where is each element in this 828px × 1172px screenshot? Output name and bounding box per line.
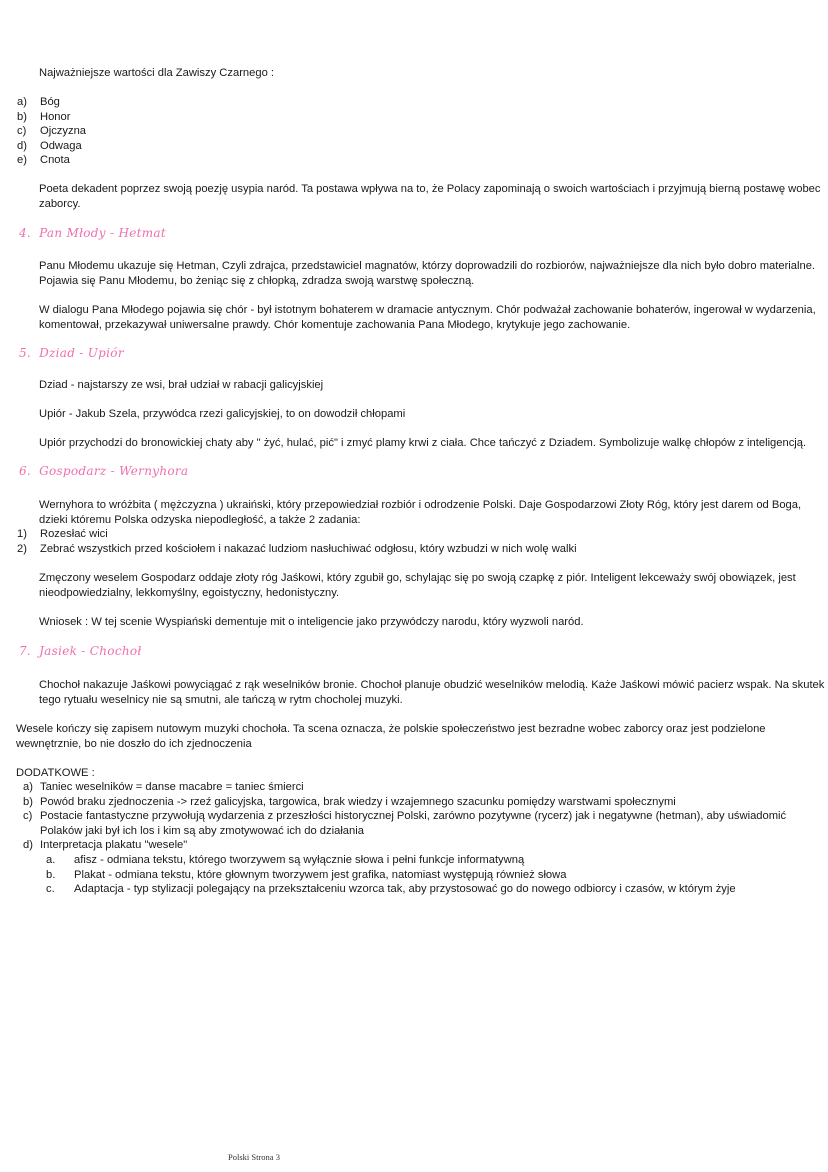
page-footer: Polski Strona 3 — [228, 1152, 280, 1162]
section5-paragraph-1: Dziad - najstarszy ze wsi, brał udział w rabacji galicyjskiej — [39, 379, 324, 391]
section6-paragraph-2: Zmęczony weselem Gospodarz oddaje złoty róg Jaśkowi, który zgubił go, schylając się po swoją czapkę z piór. Inteligent lekceważy swój obowiązek, jest nieodpowiedzialny, lekkomyślny, egoistyczny, hedonistyczny. — [39, 572, 796, 599]
list-item: a) Taniec weselników = danse macabre = taniec śmierci — [23, 781, 304, 793]
list-item: a. afisz - odmiana tekstu, którego tworzywem są wyłącznie słowa i pełni funkcje informatywną — [46, 854, 525, 866]
list-item: e) Cnota — [17, 154, 70, 167]
list-item: d) Odwaga — [17, 139, 82, 152]
section6-paragraph-1: Wernyhora to wróżbita ( mężczyzna ) ukraiński, który przepowiedział rozbiór i odrodzenie Polski. Daje Gospodarzowi Złoty Róg, który jest darem od Boga, dzieki któremu Polska odzyska niepodległość, a także 2 zadania: — [39, 499, 802, 526]
extras-sublist — [46, 853, 816, 897]
list-item: c) Postacie fantastyczne przywołują wydarzenia z przeszłości historycznej Polski, zarówno pozytywne (rycerz) jak i negatywne (hetman), aby uświadomić Polaków jaki był ich los i kim są aby zmotywować ich do działania — [23, 810, 787, 837]
section4-paragraph-1: Panu Młodemu ukazuje się Hetman, Czyli zdrajca, przedstawiciel magnatów, którzy doprowadzili do rozbiorów, najważniejsze dla nich było dobro materialne. Pojawia się Panu Młodemu, bo żeniąc się z chłopką, zdradza swoją warstwę społeczną. — [39, 260, 816, 287]
list-item: a) Bóg — [17, 96, 60, 108]
section7-paragraph-1: Chochoł nakazuje Jaśkowi powyciągać z rąk weselników bronie. Chochoł planuje obudzić weselników melodią. Każe Jaśkowi mówić pacierz wspak. Na skutek tego rytuału weselnicy nie są smutni, ale tańczą w rytm chocholej muzyki. — [39, 679, 825, 706]
section-heading-6: 6. Gospodarz - Wernyhora — [19, 464, 189, 478]
list-item: c. Adaptacja - typ stylizacji polegający na przekształceniu wzorca tak, aby przystosować go do nowego odbiorcy i czasów, w którym żyje — [46, 883, 736, 896]
list-item: d) Interpretacja plakatu "wesele" — [23, 839, 188, 852]
section-heading-7: 7. Jasiek - Chochoł — [19, 644, 142, 658]
list-item: 1) Rozesłać wici — [17, 528, 108, 540]
section4-paragraph-2: W dialogu Pana Młodego pojawia się chór - był istotnym bohaterem w dramacie antycznym. Chór podważał zachowanie bohaterów, ingerował w wydarzenia, komentował, przekazywał uniwersalne prawdy. Chór komentuje zachowania Pana Młodego, krytykuje jego zachowanie. — [39, 304, 816, 331]
list-item: b) Powód braku zjednoczenia -> rzeź galicyjska, targowica, brak wiedzy i wzajemnego szacunku pomiędzy warstwami społecznymi — [23, 795, 676, 808]
list-item: b. Plakat - odmiana tekstu, które głownym tworzywem jest grafika, natomiast występują również słowa — [46, 868, 567, 881]
list-item: b) Honor — [17, 110, 71, 123]
list-item: 2) Zebrać wszystkich przed kościołem i nakazać ludziom nasłuchiwać odgłosu, który wzbudzi w nich wolę walki — [17, 542, 577, 555]
extras-heading: DODATKOWE : — [16, 767, 95, 779]
section-heading-4: 4. Pan Młody - Hetmat — [19, 226, 166, 240]
list-item: c) Ojczyzna — [17, 125, 87, 138]
extras-list — [23, 780, 823, 853]
section5-paragraph-3: Upiór przychodzi do bronowickiej chaty aby " żyć, hulać, pić" i zmyć plamy krwi z ciała. Chce tańczyć z Dziadem. Symbolizuje walkę chłopów z inteligencją. — [39, 437, 807, 449]
section-heading-5: 5. Dziad - Upiór — [19, 346, 124, 360]
tasks-list — [17, 527, 817, 556]
section6-conclusion: Wniosek : W tej scenie Wyspiański dementuje mit o inteligencie jako przywódczy narodu, który wyzwoli naród. — [39, 616, 584, 628]
section5-paragraph-2: Upiór - Jakub Szela, przywódca rzezi galicyjskiej, to on dowodził chłopami — [39, 408, 406, 420]
closing-paragraph: Wesele kończy się zapisem nutowym muzyki chochoła. Ta scena oznacza, że polskie społeczeństwo jest bezradne wobec zaborcy oraz jest podzielone wewnętrznie, bo nie doszło do ich zjednoczenia — [16, 723, 766, 750]
poet-paragraph: Poeta dekadent poprzez swoją poezję usypia naród. Ta postawa wpływa na to, że Polacy zapominają o swoich wartościach i przyjmują bierną postawę wobec zaborcy. — [39, 183, 821, 210]
values-intro: Najważniejsze wartości dla Zawiszy Czarnego : — [39, 67, 275, 79]
values-list — [17, 95, 817, 168]
